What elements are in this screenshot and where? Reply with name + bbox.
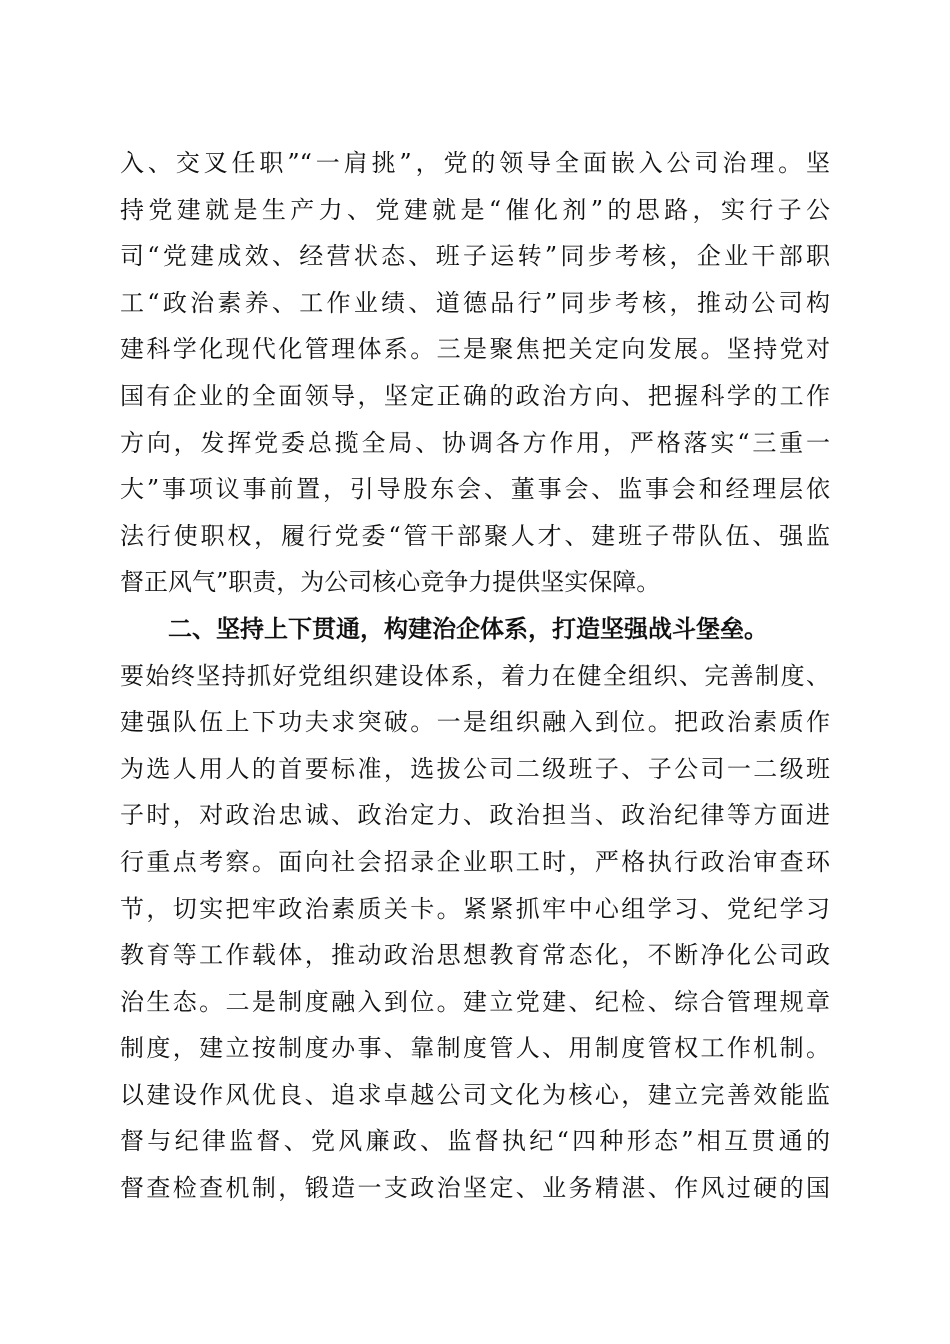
text-line: 子时，对政治忠诚、政治定力、政治担当、政治纪律等方面进: [120, 801, 830, 830]
text-line: 大”事项议事前置，引导股东会、董事会、监事会和经理层依: [120, 475, 830, 504]
text-line: 教育等工作载体，推动政治思想教育常态化，不断净化公司政: [120, 941, 830, 970]
text-line: 司“党建成效、经营状态、班子运转”同步考核，企业干部职: [120, 242, 830, 271]
text-line: 国有企业的全面领导，坚定正确的政治方向、把握科学的工作: [120, 381, 830, 410]
text-line: 方向，发挥党委总揽全局、协调各方作用，严格落实“三重一: [120, 428, 830, 457]
text-line: 法行使职权，履行党委“管干部聚人才、建班子带队伍、强监: [120, 521, 830, 550]
text-line: 督正风气”职责，为公司核心竞争力提供坚实保障。: [120, 568, 661, 597]
text-line: 行重点考察。面向社会招录企业职工时，严格执行政治审查环: [120, 847, 830, 876]
text-line: 治生态。二是制度融入到位。建立党建、纪检、综合管理规章: [120, 987, 830, 1016]
text-line: 为选人用人的首要标准，选拔公司二级班子、子公司一二级班: [120, 754, 830, 783]
text-line: 工“政治素养、工作业绩、道德品行”同步考核，推动公司构: [120, 288, 830, 317]
text-line: 督与纪律监督、党风廉政、监督执纪“四种形态”相互贯通的: [120, 1127, 830, 1156]
text-line: 以建设作风优良、追求卓越公司文化为核心，建立完善效能监: [120, 1080, 830, 1109]
text-line: 督查检查机制，锻造一支政治坚定、业务精湛、作风过硬的国: [120, 1174, 830, 1203]
text-line: 入、交叉任职”“一肩挑”，党的领导全面嵌入公司治理。坚: [120, 149, 830, 177]
document-body: [120, 140, 830, 1212]
text-line: 持党建就是生产力、党建就是“催化剂”的思路，实行子公: [120, 195, 830, 224]
text-line: 制度，建立按制度办事、靠制度管人、用制度管权工作机制。: [120, 1034, 830, 1063]
text-line: 建强队伍上下功夫求突破。一是组织融入到位。把政治素质作: [120, 708, 830, 737]
text-line: 要始终坚持抓好党组织建设体系，着力在健全组织、完善制度、: [120, 661, 830, 690]
text-line: 建科学化现代化管理体系。三是聚焦把关定向发展。坚持党对: [120, 335, 830, 364]
text-line: 节，切实把牢政治素质关卡。紧紧抓牢中心组学习、党纪学习: [120, 894, 830, 923]
section-heading: 二、坚持上下贯通，构建治企体系，打造坚强战斗堡垒。: [168, 613, 768, 643]
